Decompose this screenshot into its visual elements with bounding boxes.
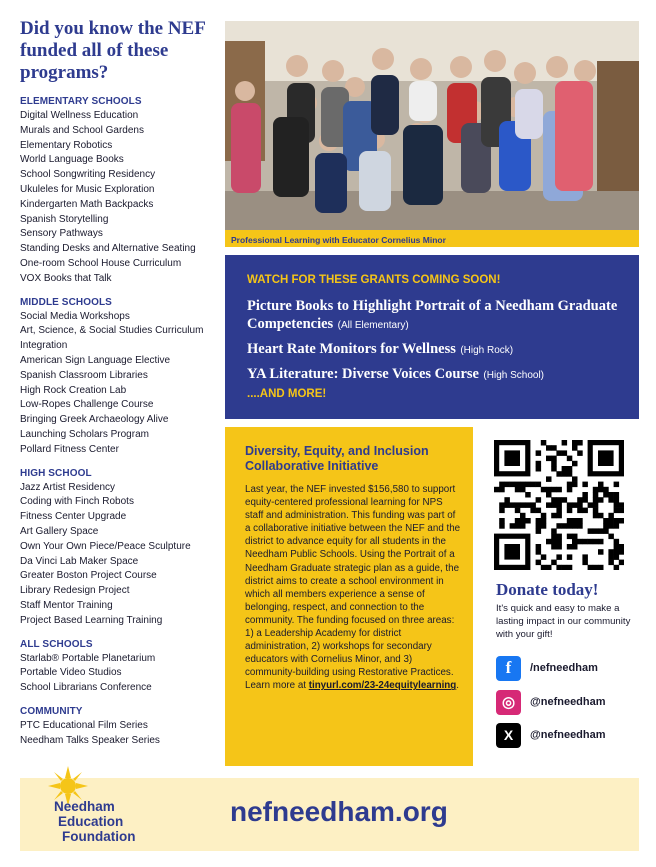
- donate-qr-code[interactable]: [494, 440, 624, 570]
- grant-item: [247, 365, 627, 383]
- dei-panel: [225, 427, 473, 766]
- program-item: VOX Books that Talk: [20, 272, 112, 284]
- logo-word-needham: Needham: [54, 799, 115, 814]
- program-item: Own Your Own Piece/Peace Sculpture: [20, 540, 191, 552]
- program-item: American Sign Language Elective: [20, 354, 171, 366]
- instagram-link[interactable]: [496, 689, 606, 715]
- dei-title: Diversity, Equity, and Inclusion Collaborative Initiative: [245, 444, 429, 473]
- program-item: Jazz Artist Residency: [20, 481, 116, 493]
- program-item: Social Media Workshops: [20, 310, 130, 322]
- social-handle: @nefneedham: [530, 729, 606, 741]
- facebook-link[interactable]: [496, 655, 598, 681]
- photo-caption-bar: [225, 230, 639, 247]
- donate-title: Donate today!: [496, 580, 599, 599]
- section-all-schools: [20, 639, 220, 696]
- program-list: [20, 719, 220, 749]
- program-item: Launching Scholars Program: [20, 428, 149, 440]
- donate-text: It's quick and easy to make a lasting impact in our community with your gift!: [496, 603, 631, 641]
- section-middle: [20, 297, 220, 458]
- section-title: MIDDLE SCHOOLS: [20, 296, 112, 308]
- x-link[interactable]: [496, 722, 606, 748]
- grant-name: Picture Books to Highlight Portrait of a Needham Graduate Competencies: [247, 298, 618, 332]
- grant-list: [247, 297, 627, 390]
- dei-body-text: Last year, the NEF invested $156,580 to support equity-centered professional learning for NPS staff and administration. This funding was part of a collaborative initiative between the NEF and the district to advance equity for all students in the Needham Public Schools. Using the Portrait of a Needham Graduate strategic plan as a guide, the district aims to create a school environment in which all members experience a sense of belonging, respect, and connection to the community. The funding focused on three areas: 1) a Leadership Academy for district administration, 2) workshops for secondary educators with Cornelius Minor, and 3) community-building using Restorative Practices. Learn more at: [245, 484, 461, 692]
- section-title: ALL SCHOOLS: [20, 638, 93, 650]
- section-high: [20, 468, 220, 629]
- social-handle: /nefneedham: [530, 662, 598, 674]
- grant-audience: (All Elementary): [337, 320, 409, 331]
- program-item: Coding with Finch Robots: [20, 496, 134, 508]
- program-item: Library Redesign Project: [20, 585, 130, 597]
- program-item: One-room School House Curriculum: [20, 257, 182, 269]
- footer-banner: [20, 778, 639, 851]
- program-item: Ukuleles for Music Exploration: [20, 183, 155, 195]
- program-item: PTC Educational Film Series: [20, 719, 148, 731]
- program-item: Standing Desks and Alternative Seating: [20, 243, 196, 255]
- program-item: Project Based Learning Training: [20, 614, 163, 626]
- program-item: Da Vinci Lab Maker Space: [20, 555, 139, 567]
- nef-logo: [28, 778, 178, 851]
- program-item: Staff Mentor Training: [20, 599, 113, 611]
- program-item: Low-Ropes Challenge Course: [20, 399, 154, 411]
- program-item: World Language Books: [20, 154, 124, 166]
- grant-audience: (High Rock): [460, 345, 514, 356]
- grant-item: [247, 340, 627, 358]
- program-list: [20, 481, 220, 629]
- website-link[interactable]: nefneedham.org: [230, 796, 448, 827]
- program-item: Bringing Greek Archaeology Alive: [20, 414, 169, 426]
- group-photo: [225, 21, 639, 247]
- program-item: Spanish Classroom Libraries: [20, 369, 148, 381]
- section-community: [20, 706, 220, 749]
- program-item: Needham Talks Speaker Series: [20, 734, 160, 746]
- section-title: COMMUNITY: [20, 705, 83, 717]
- program-item: Elementary Robotics: [20, 139, 113, 151]
- section-title: ELEMENTARY SCHOOLS: [20, 96, 142, 107]
- program-list-column: [20, 18, 220, 758]
- dei-body: [245, 483, 463, 693]
- upcoming-grants-panel: [225, 255, 639, 419]
- program-item: Digital Wellness Education: [20, 110, 139, 121]
- grant-audience: (High School): [483, 370, 545, 381]
- program-item: School Songwriting Residency: [20, 169, 156, 181]
- logo-word-education: Education: [58, 814, 124, 829]
- program-list: [20, 109, 220, 287]
- upcoming-grants-title: WATCH FOR THESE GRANTS COMING SOON!: [247, 274, 501, 286]
- photo-caption: Professional Learning with Educator Cornelius Minor: [231, 235, 446, 245]
- instagram-icon: ◎: [496, 690, 521, 715]
- program-item: Pollard Fitness Center: [20, 443, 119, 455]
- grant-name: YA Literature: Diverse Voices Course: [247, 366, 479, 382]
- dei-body-end: .: [456, 680, 459, 692]
- program-list: [20, 652, 220, 696]
- grant-name: Heart Rate Monitors for Wellness: [247, 341, 456, 357]
- program-item: Portable Video Studios: [20, 667, 122, 679]
- equity-learning-link[interactable]: tinyurl.com/23-24equitylearning: [308, 680, 457, 692]
- program-item: Sensory Pathways: [20, 228, 103, 240]
- grant-item: [247, 297, 627, 333]
- program-list: [20, 310, 220, 458]
- program-item: Greater Boston Project Course: [20, 570, 157, 582]
- and-more-label: ....AND MORE!: [247, 388, 327, 400]
- program-item: Spanish Storytelling: [20, 213, 109, 225]
- facebook-icon: f: [496, 656, 521, 681]
- program-item: Starlab® Portable Planetarium: [20, 652, 156, 664]
- program-item: High Rock Creation Lab: [20, 384, 127, 396]
- x-icon: X: [496, 723, 521, 748]
- logo-word-foundation: Foundation: [62, 829, 136, 844]
- program-item: School Librarians Conference: [20, 682, 152, 694]
- program-item: Fitness Center Upgrade: [20, 511, 127, 523]
- social-handle: @nefneedham: [530, 696, 606, 708]
- section-elementary: [20, 96, 220, 287]
- program-item: Art, Science, & Social Studies Curriculum Integration: [20, 325, 204, 352]
- program-item: Art Gallery Space: [20, 525, 99, 537]
- program-item: Kindergarten Math Backpacks: [20, 198, 154, 210]
- section-title: HIGH SCHOOL: [20, 467, 92, 479]
- program-item: Murals and School Gardens: [20, 124, 144, 136]
- headline: Did you know the NEF funded all of these programs?: [20, 18, 206, 83]
